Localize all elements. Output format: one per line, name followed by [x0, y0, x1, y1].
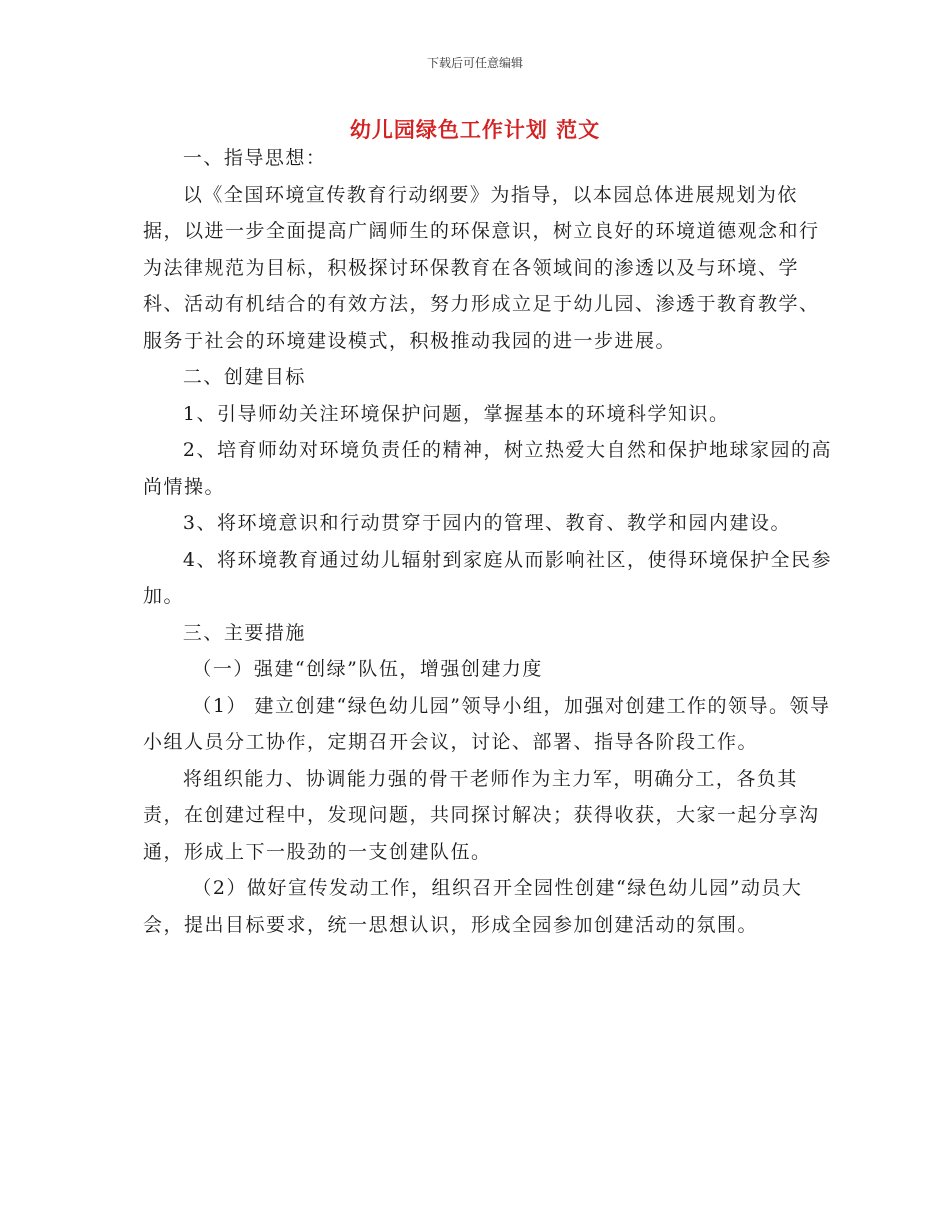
paragraph: （2）做好宣传发动工作，组织召开全园性创建“绿色幼儿园”动员大会，提出目标要求，统一思想认识，形成全园参加创建活动的氛围。 — [143, 877, 803, 936]
section-heading-guiding-ideology: 一、指导思想： — [182, 147, 327, 169]
goal-item: 1、引导师幼关注环境保护问题，掌握基本的环境科学知识。 — [182, 402, 730, 425]
section-heading-goals: 二、创建目标 — [182, 366, 306, 388]
goal-item: 3、将环境意识和行动贯穿于园内的管理、教育、教学和园内建设。 — [182, 512, 791, 534]
document-title: 幼儿园绿色工作计划 范文 — [349, 118, 601, 142]
header-note: 下载后可任意编辑 — [426, 56, 523, 70]
section-heading-measures: 三、主要措施 — [182, 621, 306, 644]
paragraph: 将组织能力、协调能力强的骨干老师作为主力军，明确分工，各负其责，在创建过程中，发现问题，共同探讨解决；获得收获，大家一起分享沟通，形成上下一股劲的一支创建队伍。 — [143, 767, 820, 863]
paragraph: （1） 建立创建“绿色幼儿园”领导小组，加强对创建工作的领导。领导小组人员分工协作，定期召开会议，讨论、部署、指导各阶段工作。 — [143, 694, 831, 753]
goal-item: 4、将环境教育通过幼儿辐射到家庭从而影响社区，使得环境保护全民参加。 — [143, 548, 832, 607]
subsection-heading: （一）强建“创绿”队伍，增强创建力度 — [192, 658, 543, 680]
document-body — [143, 140, 833, 943]
paragraph: 以《全国环境宣传教育行动纲要》为指导，以本园总体进展规划为依据，以进一步全面提高广阔师生的环保意识，树立良好的环境道德观念和行为法律规范为目标，积极探讨环保教育在各领域间的渗透以及与环境、学科、活动有机结合的有效方法，努力形成立足于幼儿园、渗透于教育教学、服务于社会的环境建设模式，积极推动我园的进一步进展。 — [143, 183, 820, 352]
goal-item: 2、培育师幼对环境负责任的精神，树立热爱大自然和保护地球家园的高尚情操。 — [143, 439, 832, 498]
